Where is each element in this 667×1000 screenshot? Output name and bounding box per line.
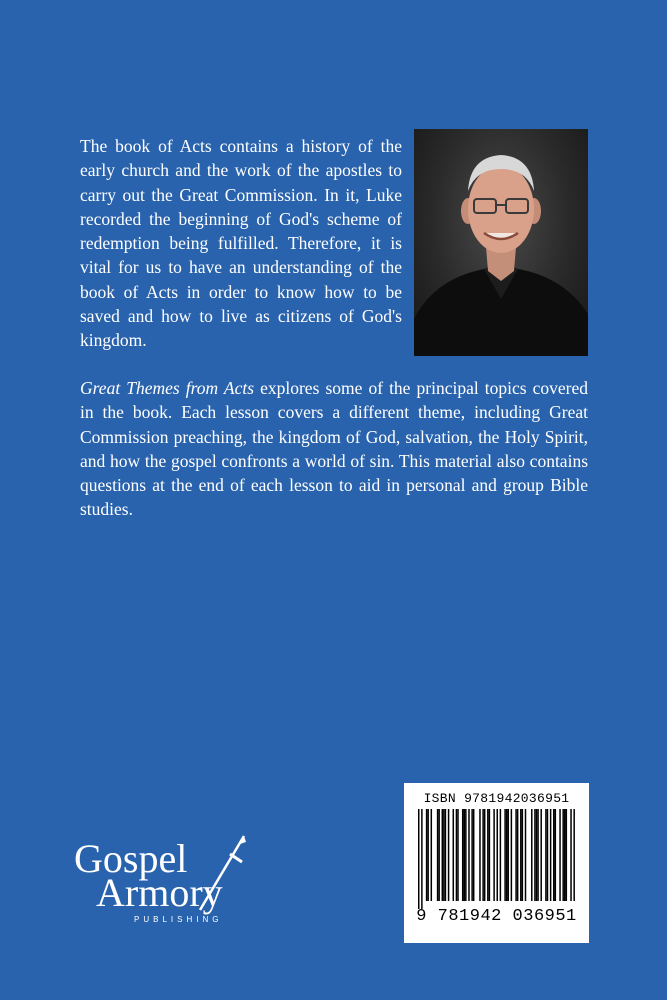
barcode-bar: [418, 809, 419, 909]
author-photo: [414, 129, 588, 356]
barcode-bar: [448, 809, 449, 901]
publisher-logo: [72, 834, 262, 926]
barcode-bar: [536, 809, 537, 901]
barcode-bar: [457, 809, 458, 901]
barcode-bar: [504, 809, 505, 901]
barcode-bar: [555, 809, 556, 901]
barcode-bar: [564, 809, 565, 901]
author-portrait-icon: [414, 129, 588, 356]
barcode-bar: [473, 809, 474, 901]
intro-paragraph: [80, 134, 402, 353]
barcode-bar: [471, 809, 472, 901]
barcode-bar: [553, 809, 554, 901]
barcode-bar: [547, 809, 548, 901]
barcode-bar: [453, 809, 454, 901]
sword-icon: [72, 834, 262, 926]
description-text: explores some of the principal topics covered in the book. Each lesson covers a different theme, including Great Commission preaching, the kingdom of God, salvation, the Holy Spirit, and how the gospel confronts a world of sin. This material also contains questions at the end of each lesson to aid in personal and group Bible studies.: [80, 378, 589, 520]
barcode-bar: [506, 809, 507, 901]
isbn-barcode: [404, 783, 589, 943]
intro-text: The book of Acts contains a history of the early church and the work of the apostles to carry out the Great Commission. In it, Luke recorded the beginning of God's scheme of redemption being fulfilled. Therefore, it is vital for us to have an understanding of the book of Acts in order to know how to be saved and how to live as citizens of God's kingdom.: [80, 136, 402, 351]
barcode-bar: [437, 809, 438, 901]
barcode-bar: [456, 809, 457, 901]
barcode-bar: [545, 809, 546, 901]
barcode-bar: [534, 809, 535, 901]
barcode-bar: [468, 809, 469, 901]
barcode-bar: [517, 809, 518, 901]
barcode-bar: [511, 809, 512, 901]
barcode-digits: 9 781942 036951: [416, 907, 577, 926]
barcode-bar: [500, 809, 501, 901]
barcode-bar: [465, 809, 466, 901]
barcode-bar: [493, 809, 494, 901]
barcode-bar: [427, 809, 428, 901]
barcode-bar: [559, 809, 560, 901]
barcode-bar: [525, 809, 526, 901]
barcode-bar: [489, 809, 490, 901]
barcode-bar: [497, 809, 498, 901]
barcode-bar: [443, 809, 444, 901]
barcode-bar: [540, 809, 541, 901]
description-paragraph: [80, 376, 588, 522]
barcode-bar: [431, 809, 432, 901]
barcode-bar: [421, 809, 422, 909]
barcode-bar: [537, 809, 538, 901]
barcode-bar: [570, 809, 571, 901]
publisher-name-line2: Armory: [96, 870, 223, 915]
barcode-bar: [426, 809, 427, 901]
barcode-bar: [522, 809, 523, 901]
barcode-bar: [479, 809, 480, 901]
isbn-label: ISBN 9781942036951: [423, 791, 570, 806]
barcode-bar: [487, 809, 488, 901]
barcode-bar: [531, 809, 532, 901]
barcode-bar: [566, 809, 567, 901]
barcode-bar: [445, 809, 446, 901]
barcode-bar: [515, 809, 516, 901]
publisher-name-line3: PUBLISHING: [134, 915, 223, 924]
barcode-bar: [462, 809, 463, 901]
barcode-bar: [562, 809, 563, 901]
barcode-bar: [442, 809, 443, 901]
barcode-bar: [507, 809, 508, 901]
book-title-italic: Great Themes from Acts: [80, 378, 255, 398]
barcode-bar: [438, 809, 439, 901]
barcode-icon: [418, 809, 575, 909]
barcode-bar: [550, 809, 551, 901]
barcode-bar: [484, 809, 485, 901]
barcode-bar: [573, 809, 574, 901]
barcode-bar: [482, 809, 483, 901]
publisher-name-line1: Gospel: [74, 836, 188, 881]
barcode-bar: [464, 809, 465, 901]
barcode-bar: [520, 809, 521, 901]
